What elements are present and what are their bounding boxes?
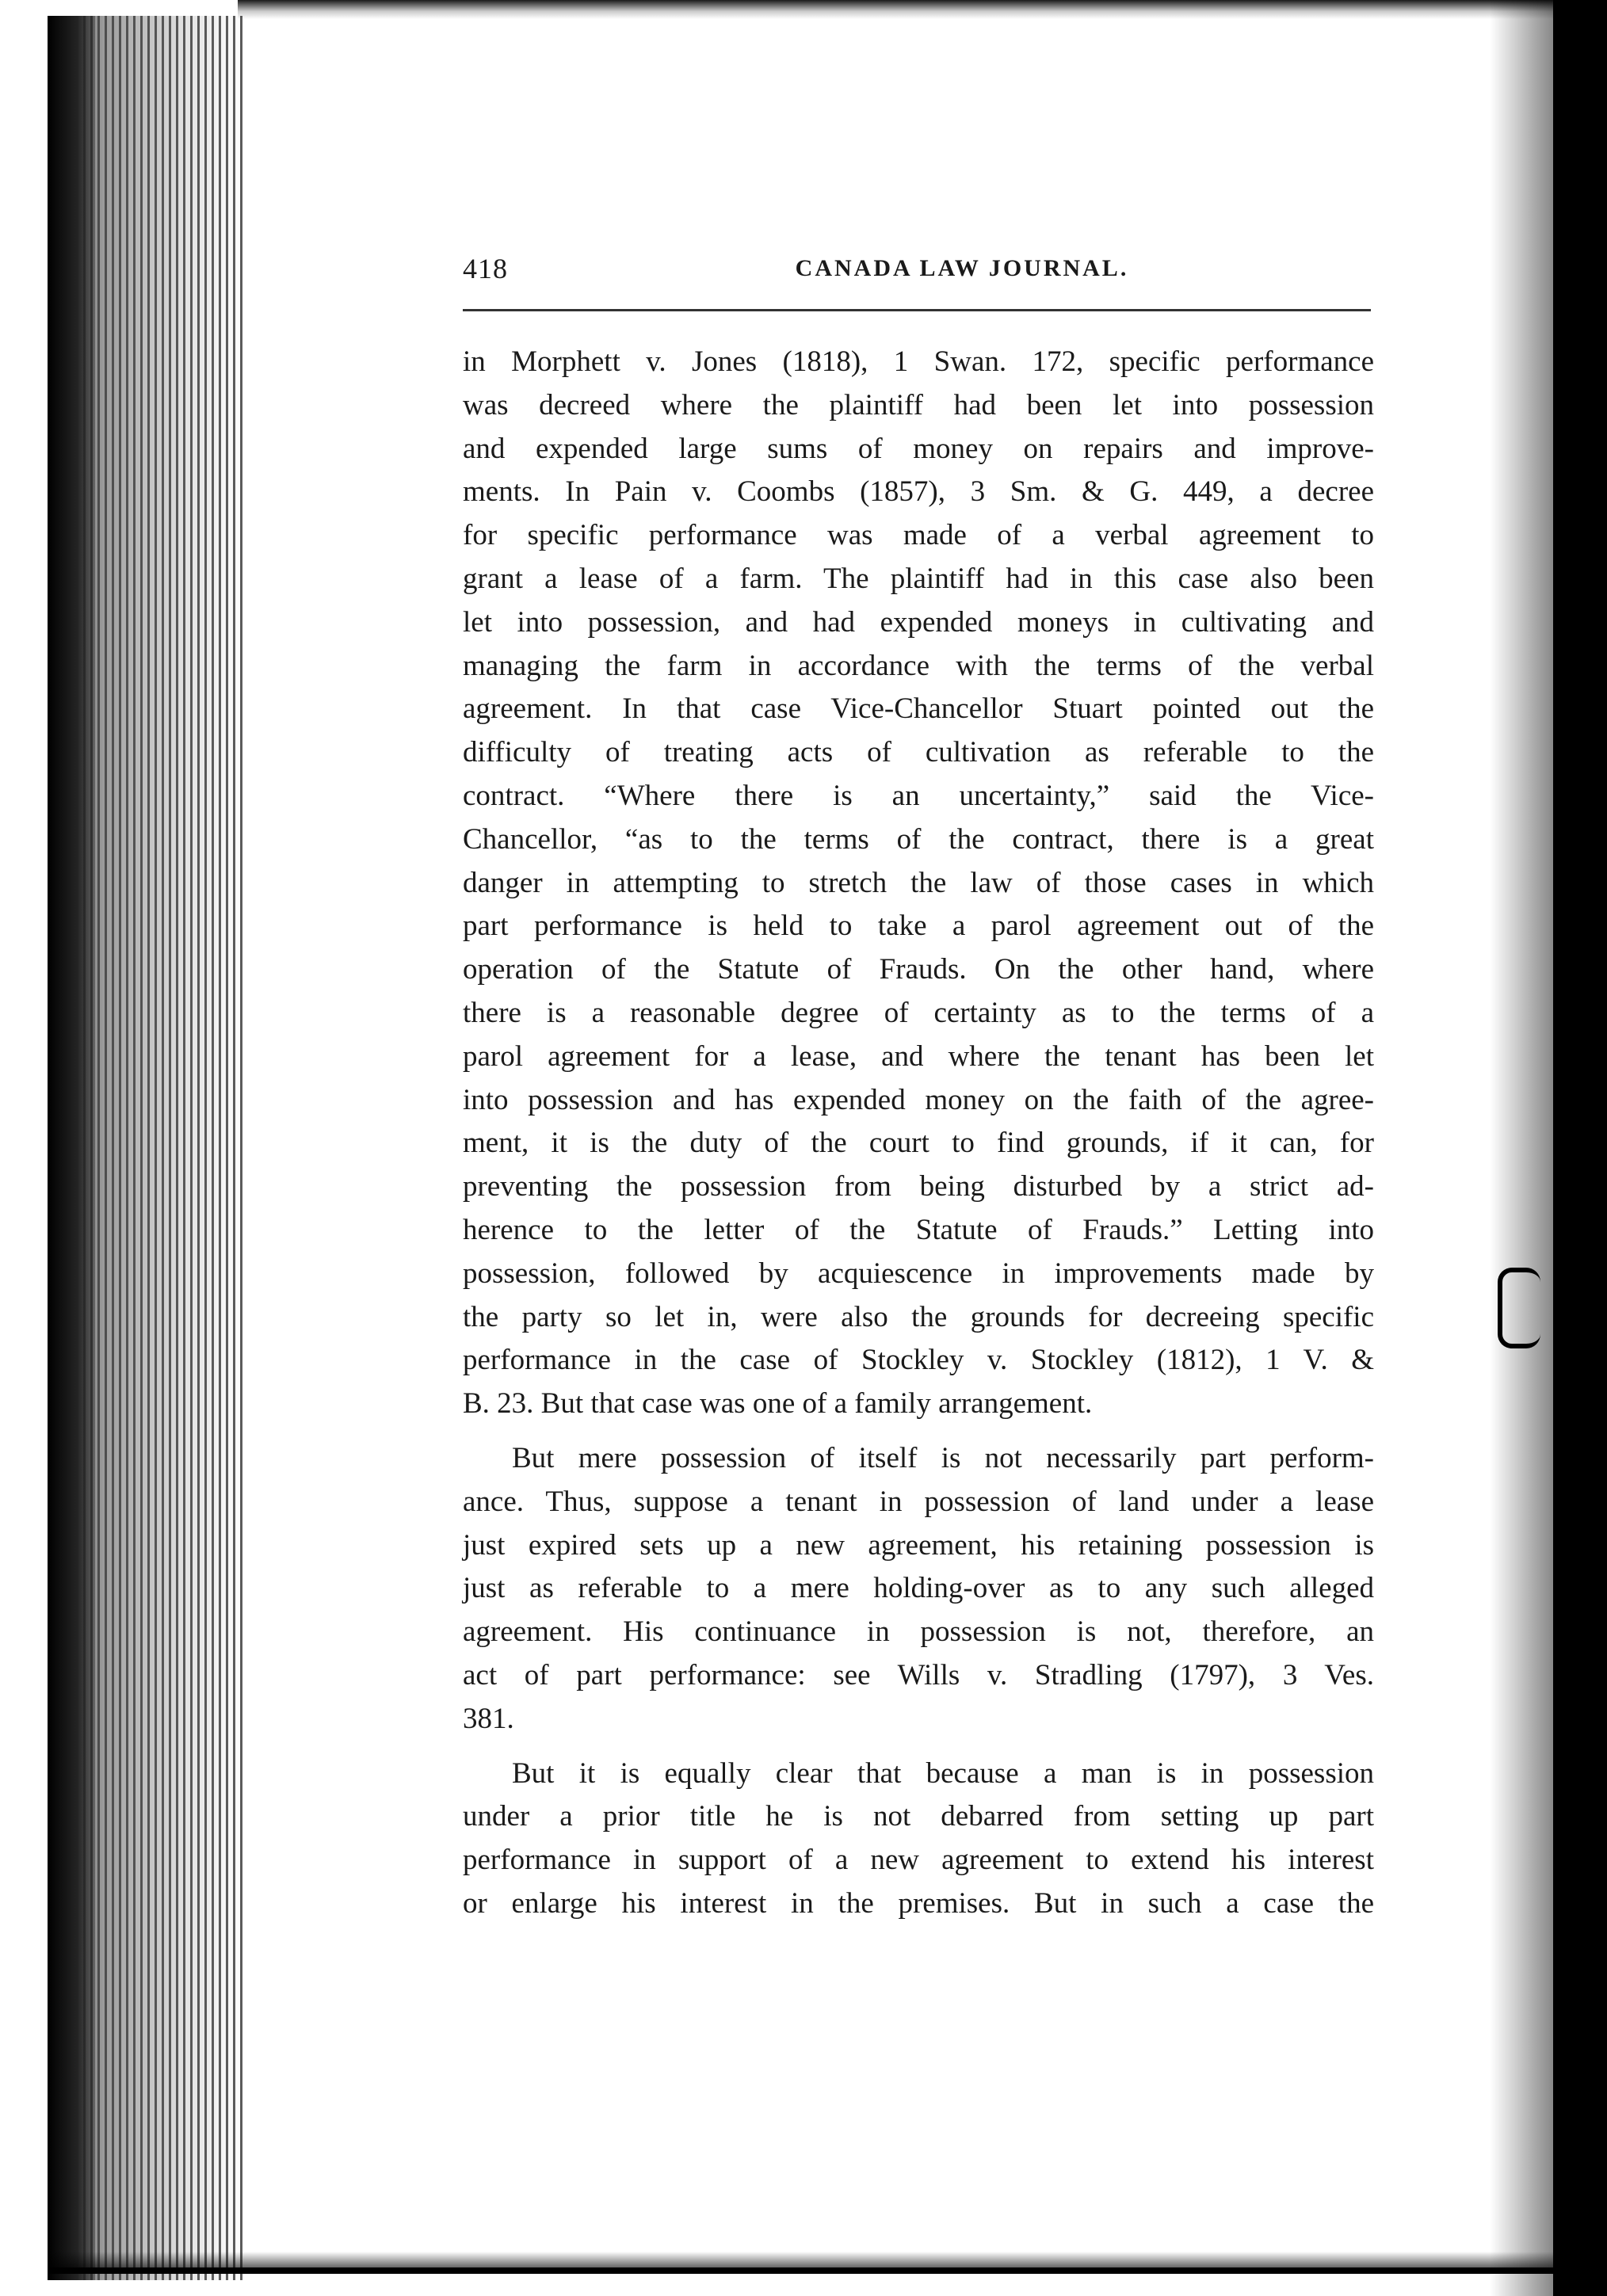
text-line: ance. Thus, suppose a tenant in possession of land under a lease [463,1485,1374,1518]
text-line: ment, it is the duty of the court to find grounds, if it can, for [463,1127,1374,1160]
text-line: into possession and has expended money on the faith of the agree- [463,1083,1374,1116]
text-line: performance in the case of Stockley v. Stockley (1812), 1 V. & [463,1344,1374,1377]
text-line: ments. In Pain v. Coombs (1857), 3 Sm. & G. 449, a decree [463,475,1374,509]
paragraph-2 [463,1437,1374,1741]
text-line: possession, followed by acquiescence in improvements made by [463,1257,1374,1290]
text-line: But mere possession of itself is not necessarily part perform- [512,1441,1374,1474]
paragraph-gap [463,1426,1374,1437]
running-title: CANADA LAW JOURNAL. [795,255,1129,281]
text-line: managing the farm in accordance with the terms of the verbal [463,649,1374,682]
text-line: let into possession, and had expended moneys in cultivating and [463,605,1374,639]
scan-edge-bottom [48,2267,1607,2274]
text-line: agreement. His continuance in possession is not, therefore, an [463,1615,1374,1649]
paragraph-3 [463,1753,1374,1926]
text-line: danger in attempting to stretch the law of those cases in which [463,866,1374,899]
text-line: But it is equally clear that because a man is in possession [512,1756,1374,1790]
text-line: parol agreement for a lease, and where the tenant has been let [463,1039,1374,1073]
scan-binding-shadow [48,16,95,2280]
text-line: performance in support of a new agreement to extend his interest [463,1844,1374,1877]
text-line: under a prior title he is not debarred from setting up part [463,1800,1374,1833]
paragraph-1 [463,341,1374,1426]
header-rule [463,309,1371,311]
text-line: or enlarge his interest in the premises. But in such a case the [463,1886,1374,1920]
text-line: there is a reasonable degree of certainty as to the terms of a [463,996,1374,1029]
text-line: 381. [463,1702,514,1735]
text-line: and expended large sums of money on repairs and improve- [463,432,1374,465]
scan-edge-top [238,0,1607,19]
text-line: herence to the letter of the Statute of Frauds.” Letting into [463,1213,1374,1246]
body-text [463,341,1374,1926]
paragraph-gap [463,1741,1374,1753]
text-line: grant a lease of a farm. The plaintiff had in this case also been [463,562,1374,595]
text-line: was decreed where the plaintiff had been let into possession [463,388,1374,421]
page-clip-mark [1498,1268,1540,1348]
text-line: just as referable to a mere holding-over as to any such alleged [463,1572,1374,1605]
text-line: in Morphett v. Jones (1818), 1 Swan. 172, specific performance [463,345,1374,378]
scan-edge-right-bar [1553,0,1607,2296]
text-line: contract. “Where there is an uncertainty,” said the Vice- [463,779,1374,812]
text-line: difficulty of treating acts of cultivation as referable to the [463,736,1374,769]
text-line: operation of the Statute of Frauds. On the other hand, where [463,953,1374,986]
scan-edge-bottom-shadow [48,2252,1607,2267]
text-line: part performance is held to take a parol agreement out of the [463,910,1374,943]
text-line: B. 23. But that case was one of a family arrangement. [463,1387,1093,1421]
text-line: preventing the possession from being disturbed by a strict ad- [463,1170,1374,1203]
text-line: Chancellor, “as to the terms of the contract, there is a great [463,822,1374,856]
text-line: for specific performance was made of a verbal agreement to [463,519,1374,552]
text-line: act of part performance: see Wills v. Stradling (1797), 3 Ves. [463,1658,1374,1691]
text-line: just expired sets up a new agreement, his retaining possession is [463,1528,1374,1562]
text-line: the party so let in, were also the grounds for decreeing specific [463,1300,1374,1333]
page-number: 418 [463,253,508,284]
text-line: agreement. In that case Vice-Chancellor Stuart pointed out the [463,692,1374,726]
